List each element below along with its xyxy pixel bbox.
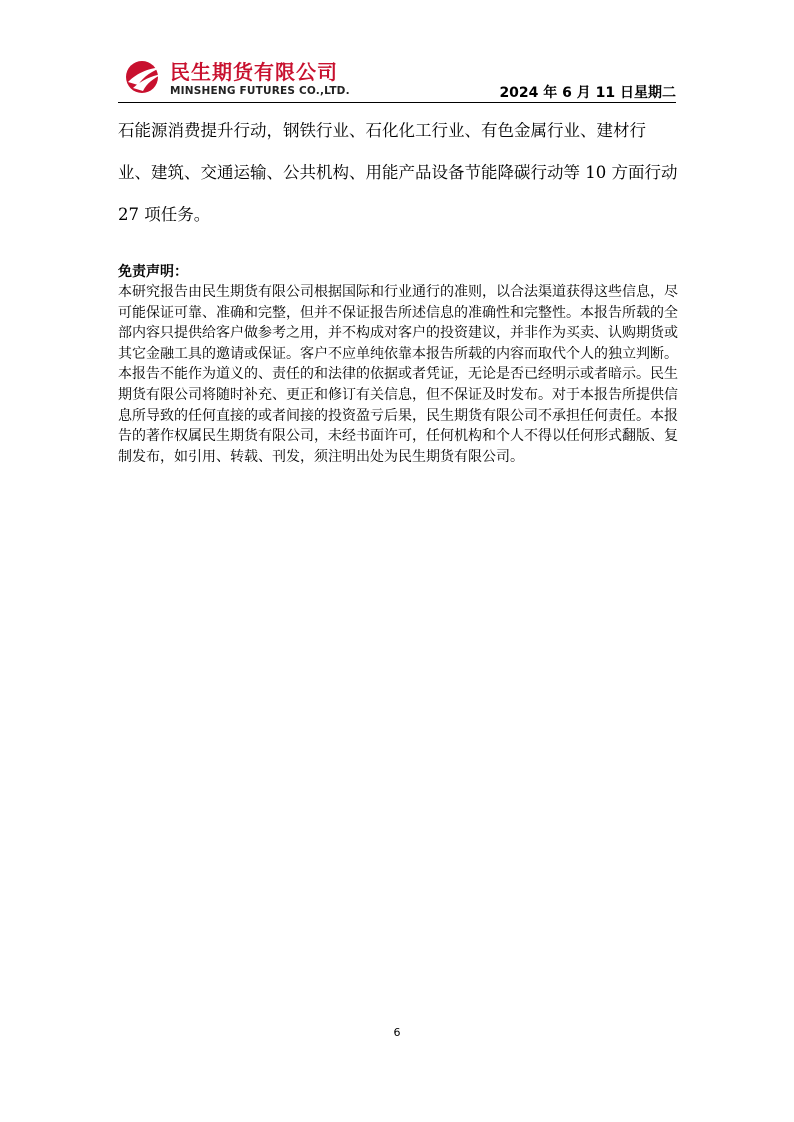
body-paragraph: 石能源消费提升行动，钢铁行业、石化化工行业、有色金属行业、建材行业、建筑、交通运输、公共机构、用能产品设备节能降碳行动等 10 方面行动 27 项任务。	[118, 121, 678, 224]
logo-company-name-en: MINSHENG FUTURES CO.,LTD.	[170, 85, 350, 97]
header-divider	[118, 102, 676, 103]
header-date: 2024 年 6 月 11 日星期二	[499, 85, 676, 101]
page-number: 6	[393, 1026, 401, 1039]
minsheng-logo-icon	[124, 58, 164, 94]
company-logo	[124, 56, 384, 100]
disclaimer-section	[118, 262, 678, 467]
disclaimer-text: 本研究报告由民生期货有限公司根据国际和行业通行的准则，以合法渠道获得这些信息，尽可能保证可靠、准确和完整，但并不保证报告所述信息的准确性和完整性。本报告所载的全部内容只提供给客户做参考之用，并不构成对客户的投资建议，并非作为买卖、认购期货或其它金融工具的邀请或保证。客户不应单纯依靠本报告所载的内容而取代个人的独立判断。本报告不能作为道义的、责任的和法律的依据或者凭证，无论是否已经明示或者暗示。民生期货有限公司将随时补充、更正和修订有关信息，但不保证及时发布。对于本报告所提供信息所导致的任何直接的或者间接的投资盈亏后果，民生期货有限公司不承担任何责任。本报告的著作权属民生期货有限公司，未经书面许可，任何机构和个人不得以任何形式翻版、复制发布，如引用、转载、刊发，须注明出处为民生期货有限公司。	[118, 284, 678, 465]
page-header	[118, 52, 676, 102]
disclaimer-title: 免责声明：	[118, 264, 188, 280]
logo-company-name-cn: 民生期货有限公司	[170, 60, 338, 84]
